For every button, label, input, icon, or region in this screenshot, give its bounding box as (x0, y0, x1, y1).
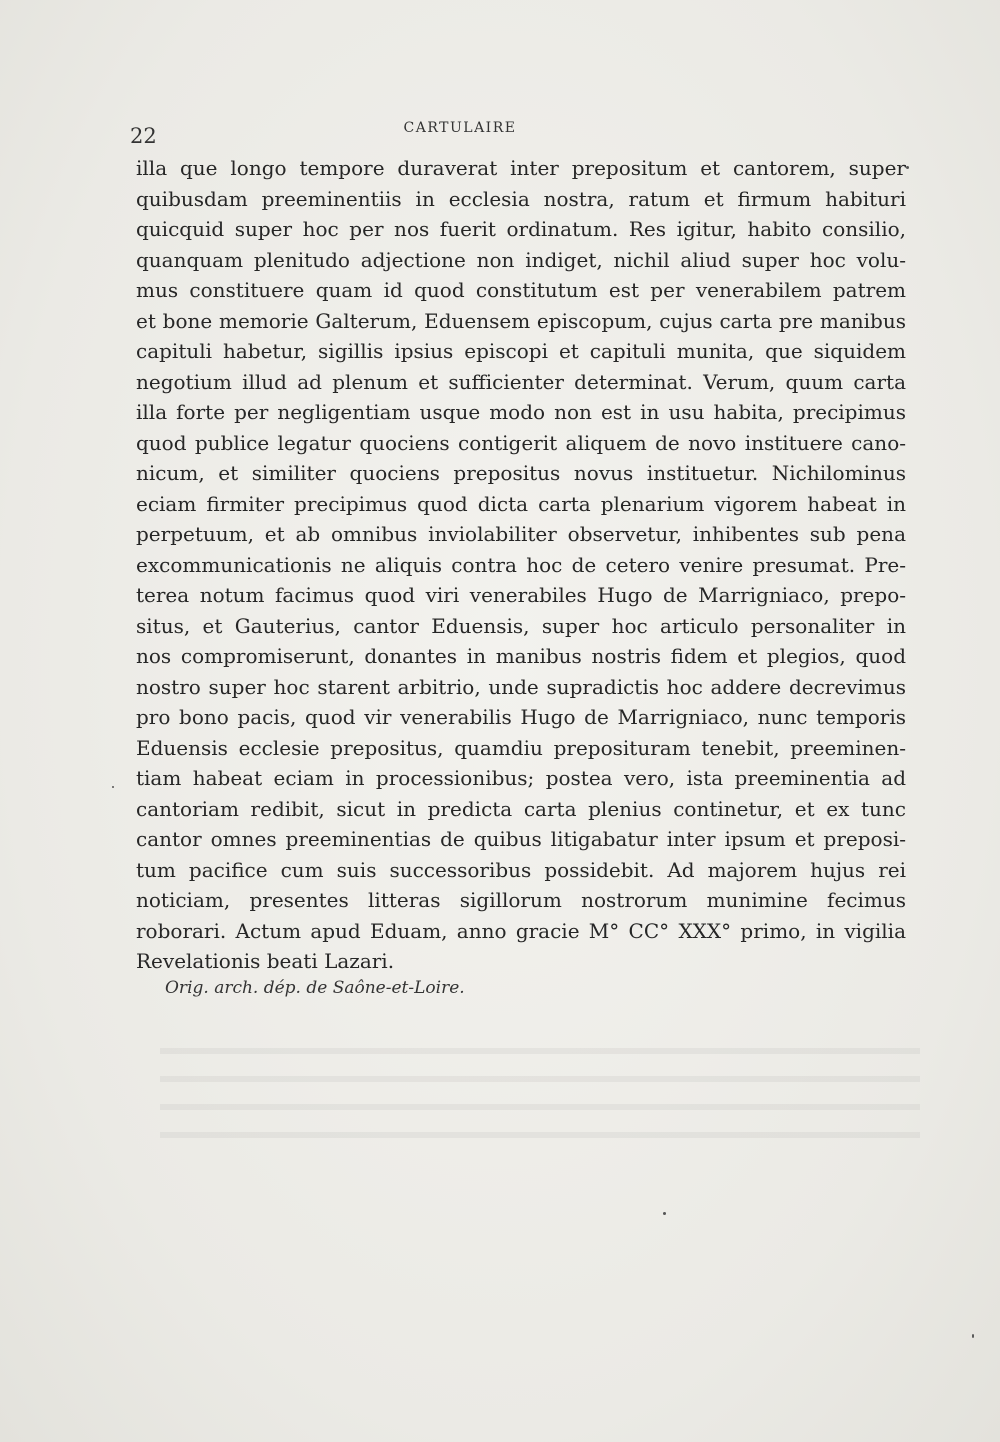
text-line: cantor omnes preeminentias de quibus litigabatur inter ipsum et preposi- (136, 827, 906, 851)
text-line: noticiam, presentes litteras sigillorum nostrorum munimine fecimus (136, 888, 906, 912)
text-line: excommunicationis ne aliquis contra hoc de cetero venire presumat. Pre- (136, 552, 906, 577)
text-line: quanquam plenitudo adjectione non indiget, nichil aliud super hoc volu- (136, 247, 906, 272)
text-line: pro bono pacis, quod vir venerabilis Hugo de Marrigniaco, nunc temporis (136, 705, 906, 729)
text-line: capituli habetur, sigillis ipsius episcopi et capituli munita, que siquidem (136, 339, 906, 363)
paper-speck (663, 1212, 666, 1215)
text-line: situs, et Gauterius, cantor Eduensis, super hoc articulo personaliter in (136, 613, 906, 638)
text-line: eciam firmiter precipimus quod dicta carta plenarium vigorem habeat in (136, 491, 906, 516)
source-note: Orig. arch. dép. de Saône-et-Loire. (165, 978, 465, 998)
text-line: cantoriam redibit, sicut in predicta carta plenius continetur, et ex tunc (136, 796, 906, 821)
paper-speck (972, 1334, 974, 1338)
text-line: roborari. Actum apud Eduam, anno gracie M° CC° XXX° primo, in vigilia (136, 918, 906, 943)
text-line: mus constituere quam id quod constitutum est per venerabilem patrem (136, 278, 906, 302)
text-line: illa que longo tempore duraverat inter prepositum et cantorem, super (136, 156, 906, 180)
text-line: nicum, et similiter quociens prepositus novus instituetur. Nichilominus (136, 461, 906, 485)
show-through-texture (160, 1040, 920, 1160)
text-line: nos compromiserunt, donantes in manibus nostris fidem et plegios, quod (136, 644, 906, 668)
text-line: tiam habeat eciam in processionibus; postea vero, ista preeminentia ad (136, 766, 906, 790)
text-line: quibusdam preeminentiis in ecclesia nostra, ratum et firmum habituri (136, 186, 906, 211)
text-line: negotium illud ad plenum et sufficienter determinat. Verum, quum carta (136, 369, 906, 394)
paper-speck (906, 166, 909, 169)
text-line: perpetuum, et ab omnibus inviolabiliter observetur, inhibentes sub pena (136, 522, 906, 546)
text-line: nostro super hoc starent arbitrio, unde supradictis hoc addere decrevimus (136, 674, 906, 699)
page-header (130, 120, 910, 150)
text-line: tum pacifice cum suis successoribus possidebit. Ad majorem hujus rei (136, 857, 906, 882)
text-line: Revelationis beati Lazari. (136, 949, 395, 973)
running-title: CARTULAIRE (403, 120, 517, 136)
text-line: quicquid super hoc per nos fuerit ordinatum. Res igitur, habito consilio, (136, 217, 906, 241)
text-line: terea notum facimus quod viri venerabiles Hugo de Marrigniaco, prepo- (136, 583, 906, 607)
text-line: quod publice legatur quociens contigerit aliquem de novo instituere cano- (136, 430, 906, 455)
page-number: 22 (130, 124, 157, 148)
text-line: Eduensis ecclesie prepositus, quamdiu preposituram tenebit, preeminen- (136, 735, 906, 760)
text-line: et bone memorie Galterum, Eduensem episcopum, cujus carta pre manibus (136, 308, 906, 333)
text-line: illa forte per negligentiam usque modo non est in usu habita, precipimus (136, 400, 906, 424)
charter-text (136, 153, 906, 977)
paper-speck (112, 786, 114, 788)
